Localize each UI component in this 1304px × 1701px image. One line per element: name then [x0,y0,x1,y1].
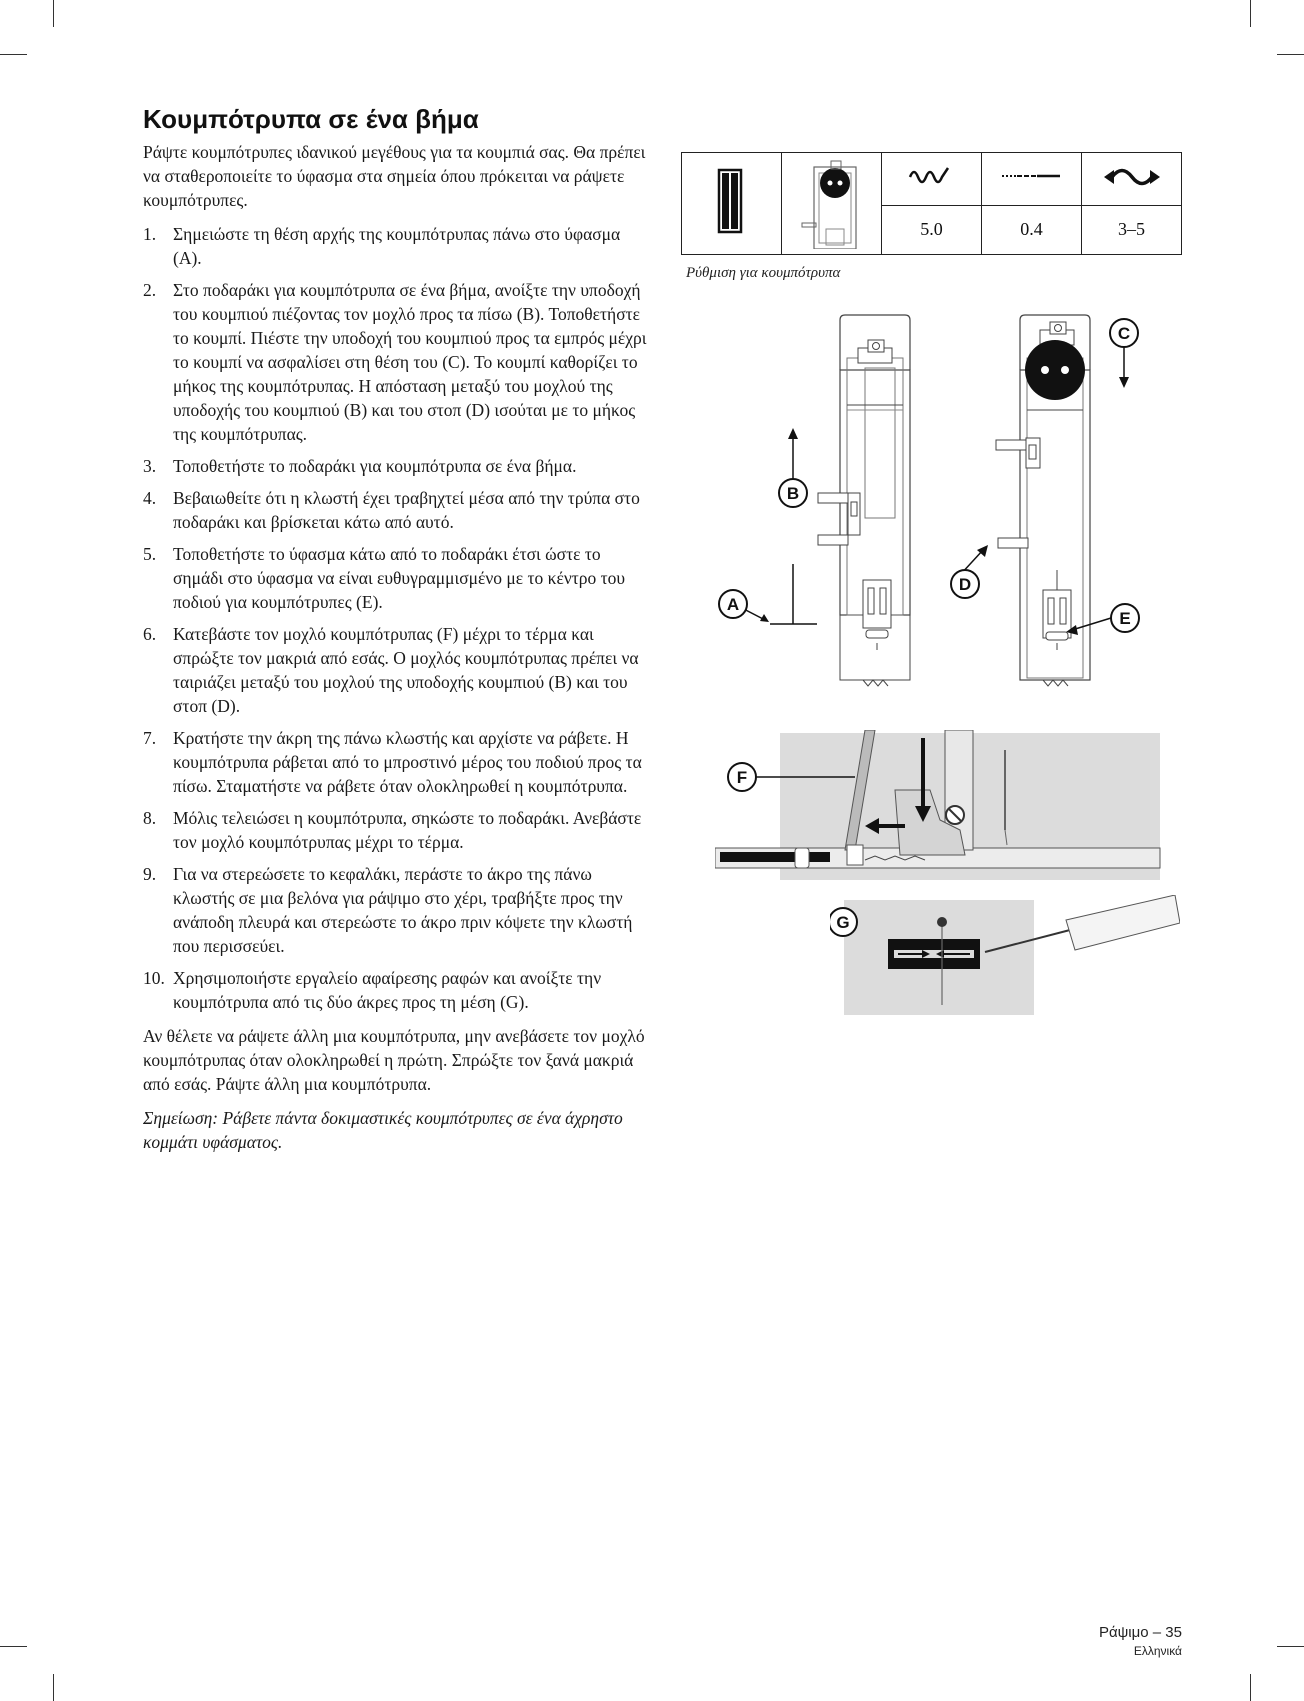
step-text: Μόλις τελειώσει η κουμπότρυπα, σηκώστε το ποδαράκι. Ανεβάστε τον μοχλό κουμπότρυπας μέχρι το τέρμα. [173,808,642,852]
stitch-length-icon-cell [982,153,1082,206]
crop-mark [0,54,27,55]
steps-list [143,222,653,1014]
closing-paragraph: Αν θέλετε να ράψετε άλλη μια κουμπότρυπα, μην ανεβάσετε τον μοχλό κουμπότρυπας όταν ολοκληρωθεί η πρώτη. Σπρώξτε τον ξανά μακριά από εσάς. Ράψτε άλλη μια κουμπότρυπα. [143,1026,645,1094]
instructions-column [143,140,653,1164]
crop-mark [53,0,54,27]
label-b [779,479,807,507]
stitch-width-icon-cell [882,153,982,206]
buttonhole-foot-icon [782,153,881,249]
stitch-length-icon [982,154,1081,199]
step-text: Για να στερεώσετε το κεφαλάκι, περάστε το άκρο της πάνω κλωστής σε μια βελόνα για ράψιμο στο χέρι, τραβήξτε προς την ανάποδη πλευρά και στερεώστε το άκρο πριν κόψετε την κλωστή που περισσεύει. [173,864,633,956]
buttonhole-settings-table [681,152,1182,255]
buttonhole-foot-illustration [700,310,1160,730]
step-text: Τοποθετήστε το ύφασμα κάτω από το ποδαράκι έτσι ώστε το σημάδι στο ύφασμα να είναι ευθυγραμμισμένο με το κέντρο του ποδιού για κουμπότρυπες (E). [173,544,626,612]
seam-ripper-illustration [830,895,1180,1025]
step-item [143,622,653,718]
step-number: 10. [143,968,165,988]
crop-mark [0,1646,27,1647]
step-item [143,278,653,446]
label-d [951,570,979,598]
step-item [143,726,653,798]
step-text: Στο ποδαράκι για κουμπότρυπα σε ένα βήμα, ανοίξτε την υποδοχή του κουμπιού πιέζοντας τον μοχλό προς τα πίσω (B). Τοποθετήστε το κουμπί. Πιέστε την υποδοχή του κουμπιού προς τα εμπρός μέχρι το κουμπί να ασφαλίσει στη θέση του (C). Το κουμπί καθορίζει το μήκος της κουμπότρυπας. Η απόσταση μεταξύ του μοχλού της υποδοχής του κουμπιού (B) και του στοπ (D) ισούται με το μήκος της κουμπότρυπας. [173,280,647,444]
step-text: Σημειώστε τη θέση αρχής της κουμπότρυπας πάνω στο ύφασμα (A). [173,224,621,268]
label-g-text: G [836,913,850,932]
label-c-text: C [1117,324,1131,343]
step-item [143,222,653,270]
crop-mark [1250,0,1251,27]
label-e-text: E [1119,609,1131,628]
step-number: 1. [143,224,157,244]
step-number: 5. [143,544,157,564]
intro-paragraph: Ράψτε κουμπότρυπες ιδανικού μεγέθους για τα κουμπιά σας. Θα πρέπει να σταθεροποιείτε το ύφασμα στα σημεία όπου πρόκειται να ράψετε κουμπότρυπες. [143,142,646,210]
step-text: Τοποθετήστε το ποδαράκι για κουμπότρυπα σε ένα βήμα. [173,456,577,476]
step-number: 9. [143,864,157,884]
buttonhole-stitch-icon [682,153,781,249]
stitch-width-value: 5.0 [882,205,982,254]
label-g [830,908,857,936]
label-d-text: D [958,575,972,594]
step-item [143,454,653,478]
label-e [1111,604,1139,632]
page-title: Κουμπότρυπα σε ένα βήμα [143,104,479,134]
buttonhole-stitch-cell [682,153,782,255]
step-number: 8. [143,808,157,828]
step-number: 3. [143,456,157,476]
step-number: 7. [143,728,157,748]
step-item [143,486,653,534]
step-number: 4. [143,488,157,508]
step-item [143,966,653,1014]
label-c [1110,319,1138,347]
zigzag-width-icon [882,154,981,199]
crop-mark [1250,1674,1251,1701]
left-presser-foot [818,315,910,686]
thread-tension-icon [1082,154,1181,199]
page-number: Ράψιμο – 35 [1098,1624,1182,1641]
language-label: Ελληνικά [1133,1644,1182,1658]
buttonhole-lever-illustration [715,730,1165,880]
thread-tension-value: 3–5 [1082,205,1182,254]
step-text: Χρησιμοποιήστε εργαλείο αφαίρεσης ραφών και ανοίξτε την κουμπότρυπα από τις δύο άκρες προς τη μέση (G). [173,968,602,1012]
page-footer [1099,1623,1182,1659]
step-number: 6. [143,624,157,644]
label-a [719,590,747,618]
crop-mark [53,1674,54,1701]
label-f-text: F [736,768,748,787]
thread-tension-icon-cell [1082,153,1182,206]
crop-mark [1277,1646,1304,1647]
note-paragraph: Σημείωση: Ράβετε πάντα δοκιμαστικές κουμπότρυπες σε ένα άχρηστο κομμάτι υφάσματος. [143,1108,623,1152]
crop-mark [1277,54,1304,55]
stitch-length-value: 0.4 [982,205,1082,254]
label-b-text: B [786,484,800,503]
settings-caption: Ρύθμιση για κουμπότρυπα [686,265,841,281]
step-item [143,862,653,958]
step-text: Κρατήστε την άκρη της πάνω κλωστής και αρχίστε να ράβετε. Η κουμπότρυπα ράβεται από το μπροστινό μέρος του ποδιού προς τα πίσω. Σταματήστε να ράβετε όταν ολοκληρωθεί η κουμπότρυπα. [173,728,642,796]
step-item [143,542,653,614]
step-item [143,806,653,854]
buttonhole-foot-cell [782,153,882,255]
label-a-text: A [726,595,740,614]
step-number: 2. [143,280,157,300]
label-f [728,763,756,791]
step-text: Βεβαιωθείτε ότι η κλωστή έχει τραβηχτεί μέσα από την τρύπα στο ποδαράκι και βρίσκεται κάτω από αυτό. [173,488,640,532]
step-text: Κατεβάστε τον μοχλό κουμπότρυπας (F) μέχρι το τέρμα και σπρώξτε τον μακριά από εσάς. Ο μοχλός κουμπότρυπας πρέπει να ταιριάζει μεταξύ του μοχλού της υποδοχής κουμπιού (B) και του στοπ (D). [173,624,639,716]
